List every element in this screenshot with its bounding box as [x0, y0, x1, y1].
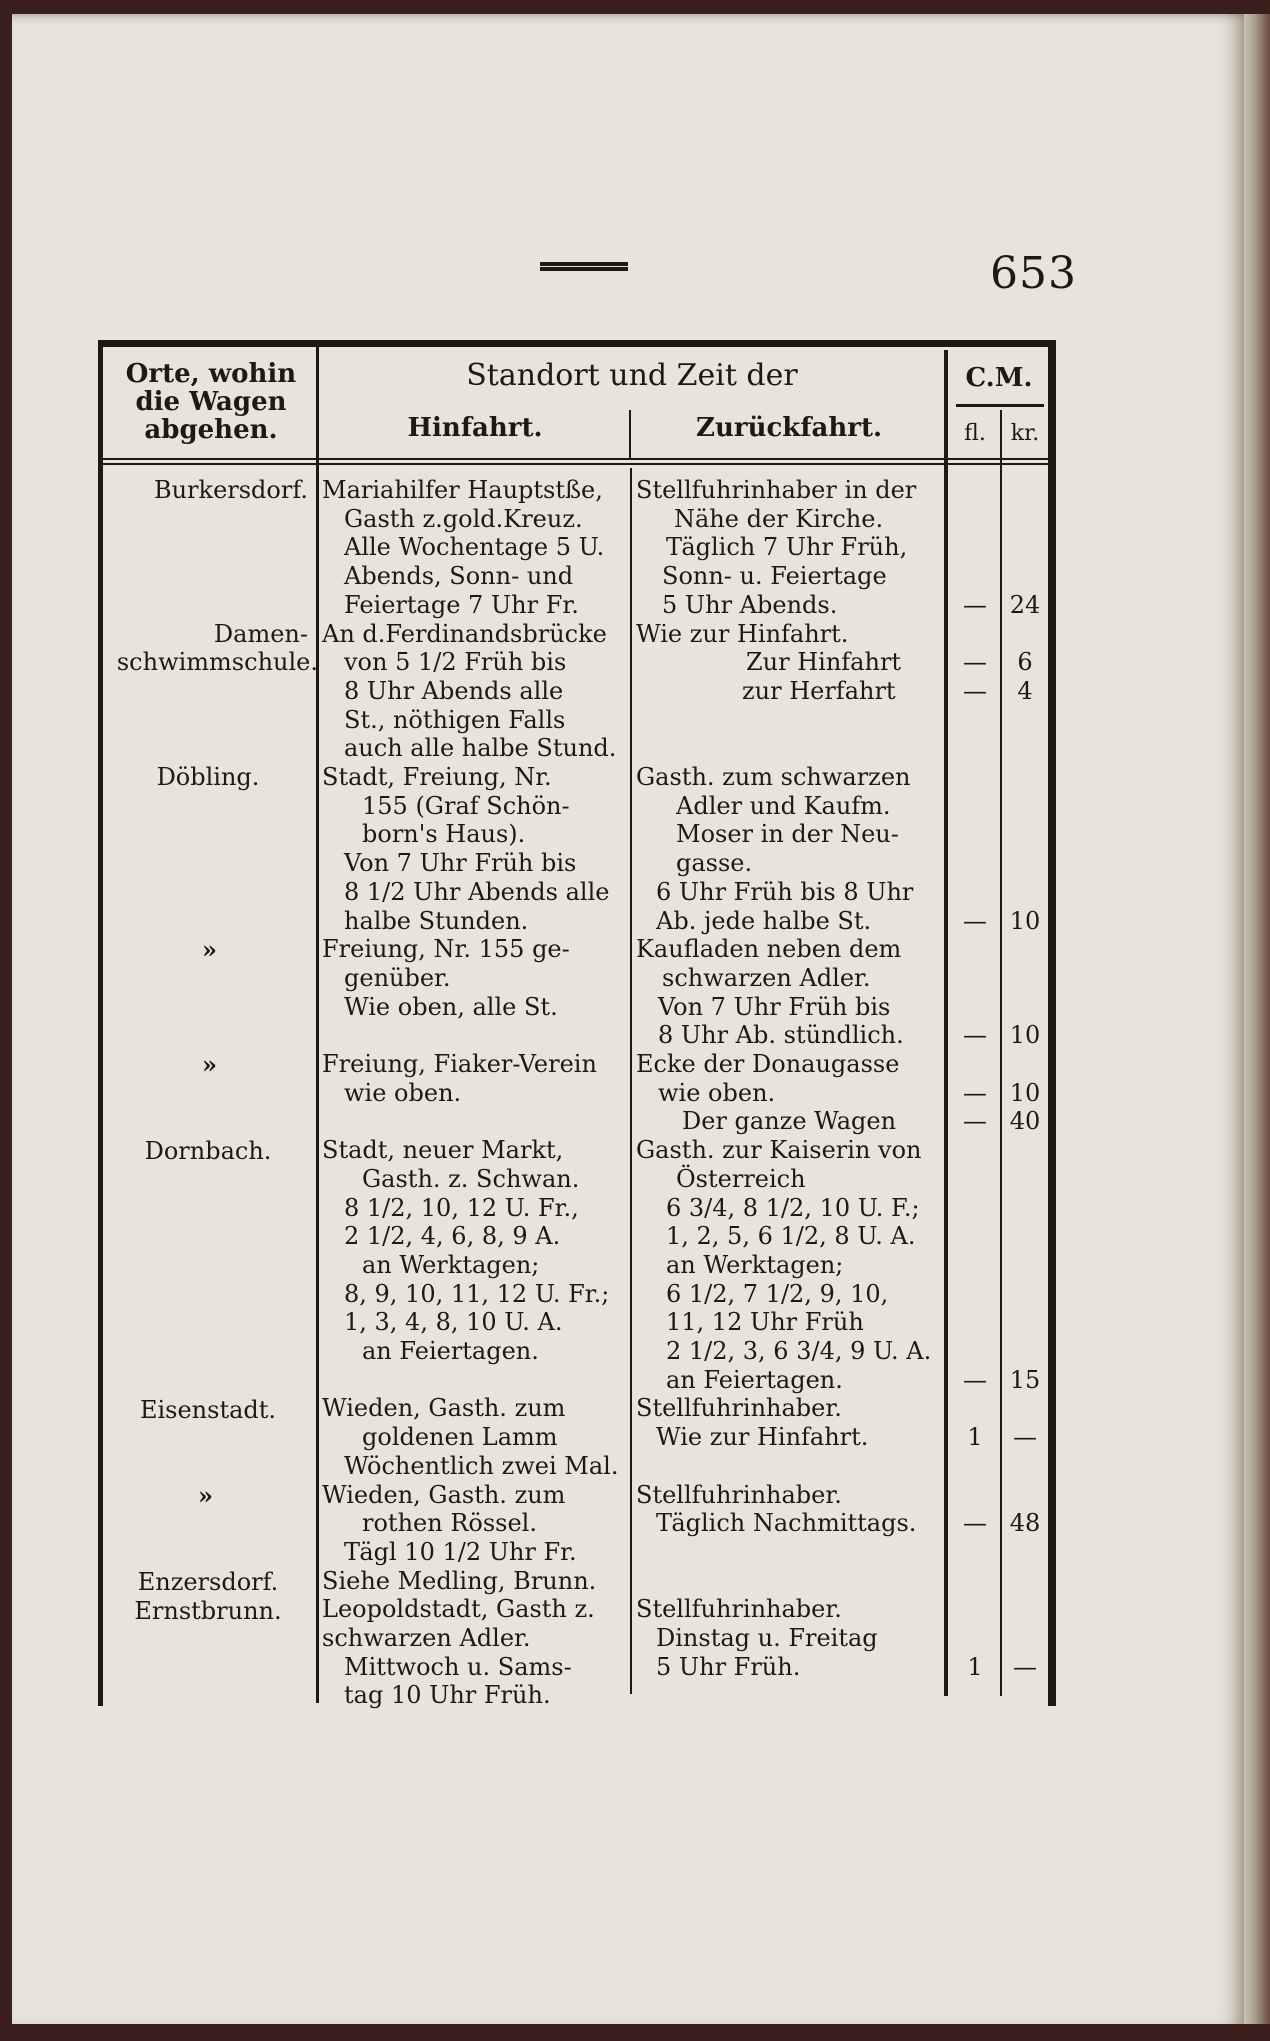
place-cell: Dornbach.: [144, 1137, 272, 1165]
hin-line: auch alle halbe Stund.: [344, 734, 617, 763]
place-cell: Damen-: [213, 620, 308, 648]
zur-line: Von 7 Uhr Früh bis: [658, 992, 891, 1021]
zur-line: 1, 2, 5, 6 1/2, 8 U. A.: [666, 1222, 916, 1251]
zur-line: Sonn- u. Feiertage: [662, 562, 887, 591]
price-kr: 40: [1009, 1107, 1041, 1136]
hin-line: Von 7 Uhr Früh bis: [344, 849, 577, 878]
hin-line: Gasth z.gold.Kreuz.: [344, 504, 583, 533]
price-fl: —: [963, 906, 987, 935]
hin-line: goldenen Lamm: [362, 1423, 558, 1452]
price-fl: 1: [967, 1423, 983, 1452]
divider-price: [944, 350, 948, 1696]
zur-line: 8 Uhr Ab. stündlich.: [658, 1021, 904, 1050]
zur-line: Kaufladen neben dem: [636, 935, 902, 964]
zur-line: Wie zur Hinfahrt.: [656, 1423, 869, 1452]
price-fl: —: [963, 1021, 987, 1050]
place-cell: schwimmschule.: [116, 648, 318, 676]
price-kr: 10: [1009, 906, 1041, 935]
zur-line: Zur Hinfahrt: [746, 648, 902, 677]
hin-line: an Werktagen;: [362, 1250, 540, 1279]
zur-line: zur Herfahrt: [742, 676, 896, 705]
zur-line: Stellfuhrinhaber.: [636, 1394, 842, 1423]
hin-line: genüber.: [344, 963, 451, 992]
price-fl: —: [963, 590, 987, 619]
price-kr: 10: [1009, 1021, 1041, 1050]
hin-line: schwarzen Adler.: [322, 1624, 531, 1652]
header-zurueckfahrt: Zurückfahrt.: [695, 413, 883, 443]
hin-line: Stadt, neuer Markt,: [322, 1136, 564, 1165]
price-kr: 48: [1009, 1509, 1041, 1538]
table-top-border: [98, 340, 1056, 347]
hin-line: Gasth. z. Schwan.: [362, 1164, 580, 1193]
zur-line: Stellfuhrinhaber.: [636, 1595, 842, 1624]
zur-line: 5 Uhr Abends.: [662, 590, 838, 619]
ditto-mark: »: [202, 1050, 217, 1079]
hin-line: Wöchentlich zwei Mal.: [344, 1451, 619, 1480]
zur-line: Österreich: [676, 1164, 806, 1193]
header-orte-line: abgehen.: [144, 415, 278, 445]
zur-line: Täglich 7 Uhr Früh,: [666, 533, 908, 562]
divider-hin-zurueck-body: [630, 468, 632, 1694]
zur-line: 5 Uhr Früh.: [656, 1652, 801, 1681]
zur-line: Gasth. zum schwarzen: [636, 763, 911, 791]
price-kr: —: [1013, 1423, 1037, 1452]
hin-line: Freiung, Fiaker-Verein: [322, 1050, 597, 1078]
hin-line: 8 Uhr Abends alle: [344, 676, 564, 705]
price-fl: —: [963, 1365, 987, 1394]
header-hinfahrt: Hinfahrt.: [407, 413, 543, 443]
zur-line: Stellfuhrinhaber.: [636, 1480, 842, 1509]
hin-line: Mittwoch u. Sams-: [344, 1652, 572, 1681]
price-kr: 4: [1017, 676, 1033, 705]
hin-line: Freiung, Nr. 155 ge-: [322, 935, 570, 964]
zur-line: an Feiertagen.: [666, 1365, 843, 1394]
zur-line: Täglich Nachmittags.: [656, 1509, 917, 1538]
zur-line: Ecke der Donaugasse: [636, 1050, 900, 1078]
hin-line: 8 1/2 Uhr Abends alle: [344, 877, 610, 906]
hin-line: Feiertage 7 Uhr Fr.: [344, 590, 579, 619]
hin-line: rothen Rössel.: [362, 1509, 537, 1538]
place-cell: Burkersdorf.: [153, 476, 308, 504]
price-kr: 24: [1009, 590, 1041, 619]
header-ornament-rule: [540, 262, 628, 271]
header-orte-line: Orte, wohin: [125, 359, 297, 389]
hin-line: 8 1/2, 10, 12 U. Fr.,: [344, 1193, 579, 1222]
hin-line: 2 1/2, 4, 6, 8, 9 A.: [344, 1222, 561, 1251]
price-fl: 1: [967, 1652, 983, 1681]
zur-line: 6 3/4, 8 1/2, 10 U. F.;: [666, 1193, 920, 1222]
hin-line: halbe Stunden.: [344, 906, 529, 935]
hin-line: wie oben.: [344, 1078, 462, 1107]
zur-line: 6 Uhr Früh bis 8 Uhr: [656, 877, 914, 906]
hin-line: St., nöthigen Falls: [344, 705, 566, 734]
zur-line: Dinstag u. Freitag: [656, 1624, 878, 1652]
hin-line: Alle Wochentage 5 U.: [344, 533, 605, 562]
price-fl: —: [963, 1509, 987, 1538]
hin-line: Leopoldstadt, Gasth z.: [322, 1595, 595, 1624]
place-cell: Döbling.: [156, 763, 260, 791]
cm-underline: [956, 404, 1044, 407]
zur-line: wie oben.: [658, 1078, 776, 1107]
hin-line: born's Haus).: [362, 820, 526, 849]
table-right-border: [1048, 340, 1056, 1706]
table-left-border: [98, 340, 103, 1706]
price-kr: —: [1013, 1652, 1037, 1681]
price-fl: —: [963, 648, 987, 677]
zur-line: schwarzen Adler.: [662, 963, 871, 992]
hin-line: Wieden, Gasth. zum: [322, 1480, 566, 1509]
ditto-mark: »: [202, 935, 217, 964]
price-fl: —: [963, 1107, 987, 1136]
hin-line: an Feiertagen.: [362, 1337, 539, 1365]
price-kr: 10: [1009, 1078, 1041, 1107]
zur-line: 11, 12 Uhr Früh: [666, 1308, 864, 1337]
zur-line: Der ganze Wagen: [682, 1107, 897, 1136]
page-edge: [1244, 14, 1270, 2024]
hin-line: 155 (Graf Schön-: [362, 791, 570, 820]
hin-line: Tägl 10 1/2 Uhr Fr.: [344, 1537, 577, 1566]
zur-line: Adler und Kaufm.: [676, 791, 891, 820]
header-orte: [106, 360, 316, 444]
hin-line: Wieden, Gasth. zum: [322, 1394, 566, 1423]
zur-line: Stellfuhrinhaber in der: [636, 476, 917, 504]
price-fl: —: [963, 1078, 987, 1107]
zur-line: Gasth. zur Kaiserin von: [636, 1136, 922, 1165]
ditto-mark: »: [198, 1481, 213, 1510]
header-divider: [98, 458, 1056, 465]
header-orte-line: die Wagen: [135, 387, 287, 417]
hin-line: 1, 3, 4, 8, 10 U. A.: [344, 1308, 563, 1337]
zur-line: Ab. jede halbe St.: [656, 906, 872, 935]
zur-line: gasse.: [676, 849, 753, 878]
zur-line: Moser in der Neu-: [676, 820, 899, 849]
place-cell: Enzersdorf.: [137, 1568, 279, 1596]
hin-line: Siehe Medling, Brunn.: [322, 1566, 597, 1595]
hin-line: Abends, Sonn- und: [344, 562, 574, 591]
hin-line: 8, 9, 10, 11, 12 U. Fr.;: [344, 1279, 610, 1308]
price-fl: —: [963, 676, 987, 705]
hin-line: Mariahilfer Hauptstße,: [322, 476, 603, 504]
header-fl: fl.: [964, 421, 986, 446]
price-kr: 6: [1017, 648, 1033, 677]
header-standort: Standort und Zeit der: [466, 358, 798, 393]
place-cell: Ernstbrunn.: [134, 1597, 282, 1625]
hin-line: Wie oben, alle St.: [344, 992, 558, 1021]
zur-line: 6 1/2, 7 1/2, 9, 10,: [666, 1279, 889, 1308]
zur-line: 2 1/2, 3, 6 3/4, 9 U. A.: [666, 1337, 932, 1365]
page-number: 653: [990, 248, 1077, 299]
header-kr: kr.: [1010, 421, 1040, 446]
zur-line: Wie zur Hinfahrt.: [636, 619, 849, 648]
zur-line: Nähe der Kirche.: [674, 504, 884, 533]
price-kr: 15: [1009, 1365, 1041, 1394]
zur-line: an Werktagen;: [666, 1250, 844, 1279]
hin-line: An d.Ferdinandsbrücke: [322, 619, 607, 648]
timetable: [98, 340, 1056, 1710]
hin-line: von 5 1/2 Früh bis: [344, 648, 567, 677]
hin-line: Stadt, Freiung, Nr.: [322, 763, 552, 791]
divider-orte: [316, 347, 319, 1703]
hin-line: tag 10 Uhr Früh.: [344, 1681, 551, 1710]
place-cell: Eisenstadt.: [139, 1396, 277, 1424]
header-cm: C.M.: [965, 363, 1033, 393]
